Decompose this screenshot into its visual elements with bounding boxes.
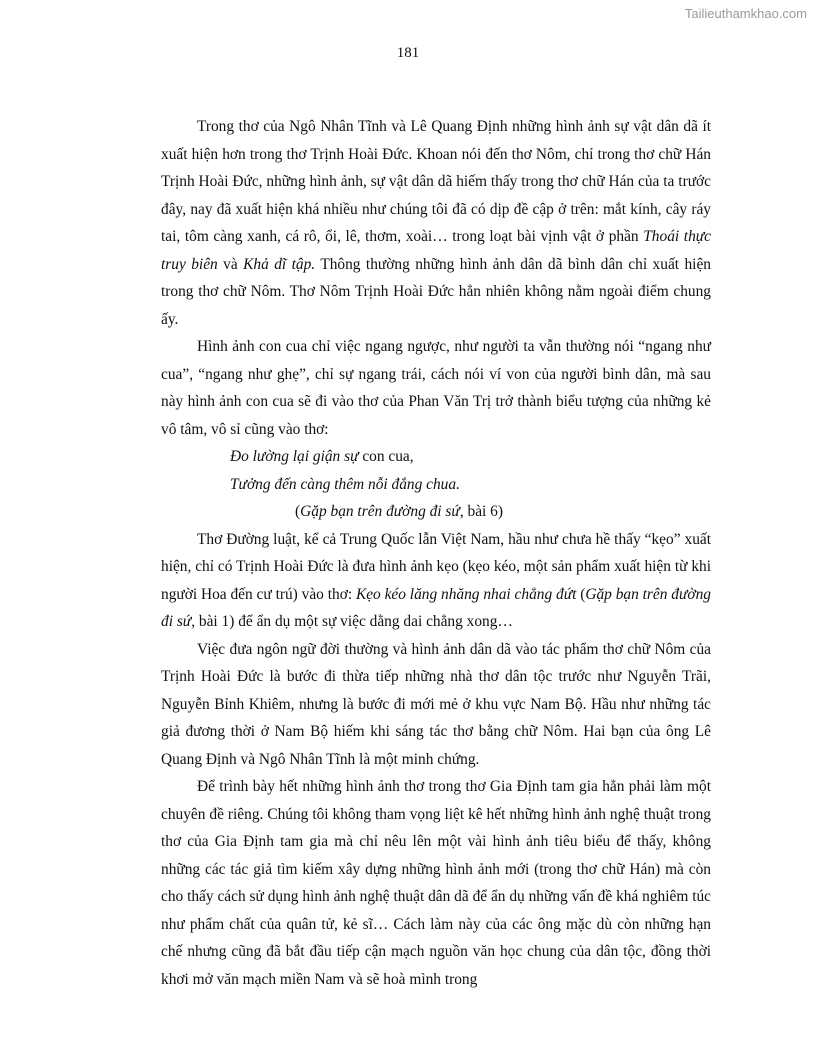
verse-line-2-italic: Tưởng đến càng thêm nỗi đắng chua.: [230, 475, 460, 493]
verse-line-1: [161, 443, 711, 471]
page-body: [161, 113, 711, 993]
verse-source-rest: , bài 6): [459, 503, 503, 520]
verse-line-1-text: con cua,: [358, 448, 414, 465]
verse-source-title: Gặp bạn trên đường đi sứ: [300, 503, 460, 520]
paragraph-5: Để trình bày hết những hình ảnh thơ trong thơ Gia Định tam gia hẳn phải làm một chuyên đề riêng. Chúng tôi không tham vọng liệt kê hết những hình ảnh nghệ thuật trong thơ của Gia Định tam gia mà chỉ nêu lên một vài hình ảnh tiêu biểu để thấy, không những các tác giả tìm kiếm xây dựng những hình ảnh mới (trong thơ chữ Hán) mà còn cho thấy cách sử dụng hình ảnh nghệ thuật dân dã để ẩn dụ những vấn đề khá nghiêm túc như phẩm chất của quân tử, kẻ sĩ… Cách làm này của các ông mặc dù còn những hạn chế nhưng cũng đã bắt đầu tiếp cận mạch nguồn văn học chung của dân tộc, đồng thời khơi mở văn mạch miền Nam và sẽ hoà mình trong: [161, 778, 711, 988]
title-thoai-thuc-truy-bien: Thoái thực truy biên: [161, 228, 711, 273]
paragraph-1-text-c: Thông thường những hình ảnh dân dã bình dân chỉ xuất hiện trong thơ chữ Nôm. Thơ Nôm Trịnh Hoài Đức hẳn nhiên không nằm ngoài điểm chung ấy.: [161, 255, 711, 328]
verse-line-1-italic: Đo lường lại giận sự: [230, 448, 359, 465]
page-number: 181: [396, 45, 420, 61]
quote-keo-keo: Kẹo kéo lăng nhăng nhai chẳng đứt: [355, 585, 577, 603]
paragraph-4: Việc đưa ngôn ngữ đời thường và hình ảnh dân dã vào tác phẩm thơ chữ Nôm của Trịnh Hoài Đức là bước đi thừa tiếp những nhà thơ dân tộc trước như Nguyễn Trãi, Nguyễn Bỉnh Khiêm, nhưng là bước đi mới mẻ ở khu vực Nam Bộ. Hầu như những tác giả đương thời ở Nam Bộ hiếm khi sáng tác thơ bằng chữ Nôm. Hai bạn của ông Lê Quang Định và Ngô Nhân Tĩnh là một minh chứng.: [161, 640, 711, 768]
paragraph-3: [161, 526, 711, 636]
paragraph-3-text-a: Thơ Đường luật, kể cả Trung Quốc lẫn Việt Nam, hầu như chưa hề thấy “kẹo” xuất hiện, chỉ có Trịnh Hoài Đức là đưa hình ảnh kẹo (kẹo kéo, một sản phẩm xuất hiện từ khi người Hoa đến cư trú) vào thơ:: [161, 530, 711, 603]
verse-line-2: [161, 471, 711, 499]
verse-source-open: (: [295, 503, 301, 520]
paragraph-2: Hình ảnh con cua chỉ việc ngang ngược, như người ta vẫn thường nói “ngang như cua”, “ngang như ghẹ”, chỉ sự ngang trái, cách nói ví von của người bình dân, mà sau này hình ảnh con cua sẽ đi vào thơ của Phan Văn Trị trở thành biểu tượng của những kẻ vô tâm, vô sỉ cũng vào thơ:: [161, 338, 711, 438]
title-gap-ban: Gặp bạn trên đường đi sứ: [161, 585, 711, 630]
paragraph-1: [161, 113, 711, 333]
paragraph-1-text-b: và: [217, 255, 244, 273]
paragraph-3-text-c: , bài 1) để ẩn dụ một sự việc dằng dai chẳng xong…: [191, 613, 513, 630]
paragraph-1-text-a: Trong thơ của Ngô Nhân Tĩnh và Lê Quang Định những hình ảnh sự vật dân dã ít xuất hiện hơn trong thơ Trịnh Hoài Đức. Khoan nói đến thơ Nôm, chỉ trong thơ chữ Hán Trịnh Hoài Đức, những hình ảnh, sự vật dân dã hiếm thấy trong thơ chữ Hán của ta trước đây, nay đã xuất hiện khá nhiều như chúng tôi đã có dịp đề cập ở trên: mắt kính, cây ráy tai, tôm càng xanh, cá rô, ổi, lê, thơm, xoài… trong loạt bài vịnh vật ở phần: [161, 118, 711, 245]
verse-source: [161, 498, 711, 526]
title-kha-di-tap: Khả dĩ tập.: [243, 255, 316, 273]
paragraph-3-text-b: (: [576, 585, 586, 603]
watermark: Tailieuthamkhao.com: [684, 6, 807, 21]
